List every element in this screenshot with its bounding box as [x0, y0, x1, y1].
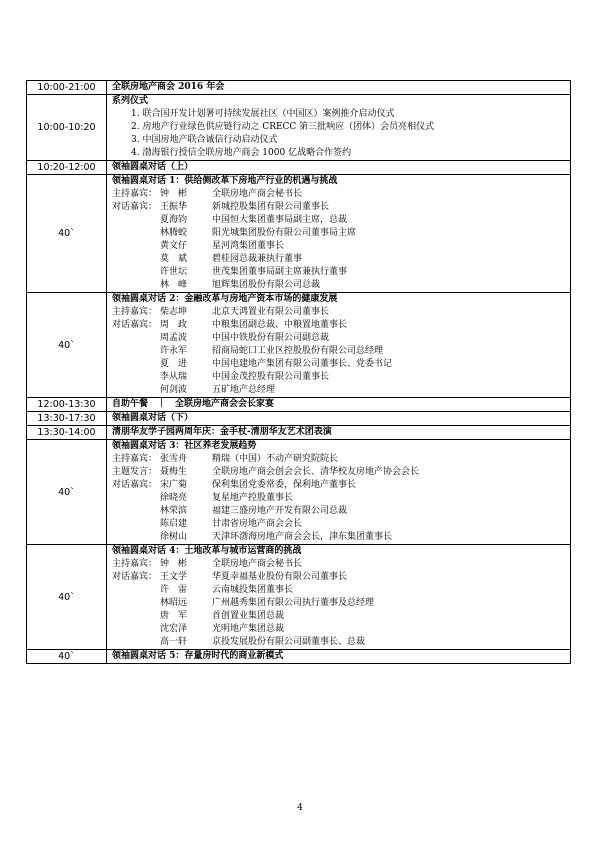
participant-role: 主持嘉宾： — [112, 454, 158, 464]
participant-line — [112, 188, 570, 201]
content-cell — [107, 95, 571, 161]
participant-name: 钟 彬 — [160, 189, 188, 199]
participant-title: 阳光城集团股份有限公司董事局主席 — [212, 228, 357, 238]
participant-title: 五矿地产总经理 — [212, 385, 276, 395]
schedule-row — [27, 81, 571, 95]
participant-title: 全联房地产商会秘书长 — [212, 189, 303, 199]
participant-name: 林 峰 — [160, 280, 188, 290]
time-cell: 40` — [27, 293, 107, 398]
participant-line — [112, 253, 570, 266]
participant-title: 中国恒大集团董事局副主席，总裁 — [212, 215, 348, 225]
participant-name: 张雪舟 — [160, 454, 188, 464]
participant-title: 福建三盛房地产开发有限公司总裁 — [212, 506, 348, 516]
session-title: 领袖圆桌对话 5：存量房时代的商业新模式 — [112, 651, 284, 661]
participant-title: 招商局蛇口工业区控股股份有限公司总经理 — [212, 346, 384, 356]
participant-title: 北京天鸿置业有限公司董事长 — [212, 307, 330, 317]
participant-name: 莫 斌 — [160, 254, 188, 264]
participant-line — [112, 266, 570, 279]
participant-name: 徐树山 — [160, 532, 188, 542]
participant-name: 林腾蛟 — [160, 228, 188, 238]
participant-name: 许世坛 — [160, 267, 188, 277]
participant-line — [112, 505, 570, 518]
time-cell: 13:30-17:30 — [27, 412, 107, 426]
time-cell: 40` — [27, 440, 107, 545]
participant-title: 中国中铁股份有限公司副总裁 — [212, 333, 330, 343]
participant-name: 徐晓亮 — [160, 493, 188, 503]
participant-title: 首创置业集团总裁 — [212, 611, 285, 621]
participant-line — [112, 531, 570, 544]
participant-line — [112, 558, 570, 571]
participant-line — [112, 279, 570, 292]
participant-line — [112, 597, 570, 610]
participant-title: 全联房地产商会创会会长、清华校友房地产协会会长 — [212, 467, 420, 477]
participant-title: 京投发展股份有限公司副董事长、总裁 — [212, 637, 366, 647]
participant-line — [112, 227, 570, 240]
ceremony-item: 4. 渤海银行授信全联房地产商会 1000 亿战略合作签约 — [131, 148, 352, 158]
participant-line — [112, 584, 570, 597]
participant-title: 旭辉集团股份有限公司总裁 — [212, 280, 321, 290]
participant-line — [112, 319, 570, 332]
session-title: 系列仪式 — [112, 96, 149, 106]
participant-name: 周孟波 — [160, 333, 188, 343]
participant-line — [112, 466, 570, 479]
participant-title: 中国金茂控股有限公司董事长 — [212, 372, 330, 382]
time-cell: 13:30-14:00 — [27, 426, 107, 440]
participant-title: 甘肃省房地产商会会长 — [212, 519, 303, 529]
schedule-row — [27, 650, 571, 664]
participant-title: 复星地产控股董事长 — [212, 493, 294, 503]
session-title: 自助午餐 ｜ 全联房地产商会会长家宴 — [112, 399, 275, 409]
participant-title: 碧桂园总裁兼执行董事 — [212, 254, 303, 264]
schedule-row — [27, 426, 571, 440]
participant-role: 对话嘉宾： — [112, 320, 158, 330]
session-title: 领袖圆桌对话（下） — [112, 413, 194, 423]
time-cell: 10:00-10:20 — [27, 95, 107, 161]
participant-line — [112, 610, 570, 623]
participant-name: 黄文仔 — [160, 241, 188, 251]
participant-name: 钟 彬 — [160, 559, 188, 569]
content-cell — [107, 412, 571, 426]
participant-line — [112, 518, 570, 531]
participant-title: 光明地产集团总裁 — [212, 624, 285, 634]
page-number: 4 — [297, 803, 303, 813]
participant-line — [112, 623, 570, 636]
participant-title: 保利集团党委常委，保利地产董事长 — [212, 480, 357, 490]
schedule-row — [27, 293, 571, 398]
time-cell: 40` — [27, 650, 107, 664]
participant-line — [112, 571, 570, 584]
participant-name: 夏 进 — [160, 359, 188, 369]
participant-name: 许永军 — [160, 346, 188, 356]
participant-name: 宋广菊 — [160, 480, 188, 490]
participant-title: 精瑞（中国）不动产研究院院长 — [212, 454, 339, 464]
session-title: 领袖圆桌对话 1：供给侧改革下房地产行业的机遇与挑战 — [112, 176, 338, 186]
participant-name: 夏海钧 — [160, 215, 188, 225]
participant-title: 云南城投集团董事长 — [212, 585, 294, 595]
session-title: 清朋华友学子园两周年庆：金手杖-清朋华友艺术团表演 — [112, 427, 332, 437]
participant-line — [112, 332, 570, 345]
participant-line — [112, 384, 570, 397]
participant-title: 世茂集团董事局副主席兼执行董事 — [212, 267, 348, 277]
participant-name: 柴志坤 — [160, 307, 188, 317]
participant-name: 沈宏泽 — [160, 624, 188, 634]
participant-role: 主题发言： — [112, 467, 158, 477]
participant-title: 华夏幸福基业股份有限公司董事长 — [212, 572, 348, 582]
participant-line — [112, 358, 570, 371]
participant-title: 星河湾集团董事长 — [212, 241, 285, 251]
time-cell: 40` — [27, 545, 107, 650]
participant-title: 天津环渤海房地产商会会长，津东集团董事长 — [212, 532, 393, 542]
schedule-row — [27, 440, 571, 545]
participant-name: 许 雷 — [160, 585, 188, 595]
content-cell — [107, 81, 571, 95]
content-cell — [107, 398, 571, 412]
participant-name: 王振华 — [160, 202, 188, 212]
participant-name: 陈启建 — [160, 519, 188, 529]
content-cell — [107, 161, 571, 175]
participant-name: 林昭远 — [160, 598, 188, 608]
schedule-row — [27, 175, 571, 293]
participant-role: 对话嘉宾： — [112, 480, 158, 490]
content-cell — [107, 426, 571, 440]
content-cell — [107, 440, 571, 545]
schedule-row — [27, 95, 571, 161]
participant-line — [112, 240, 570, 253]
participant-name: 周 政 — [160, 320, 188, 330]
session-title: 领袖圆桌对话 2：金融改革与房地产资本市场的健康发展 — [112, 294, 338, 304]
participant-name: 李从瑞 — [160, 372, 188, 382]
schedule-row — [27, 398, 571, 412]
participant-line — [112, 479, 570, 492]
ceremony-item: 3. 中国房地产联合诚信行动启动仪式 — [131, 135, 278, 145]
participant-name: 聂梅生 — [160, 467, 188, 477]
participant-line — [112, 214, 570, 227]
ceremony-item: 1. 联合国开发计划署可持续发展社区（中国区）案例推介启动仪式 — [131, 109, 395, 119]
session-title: 领袖圆桌对话（上） — [112, 162, 194, 172]
content-cell — [107, 175, 571, 293]
content-cell — [107, 293, 571, 398]
participant-role: 对话嘉宾： — [112, 202, 158, 212]
participant-line — [112, 306, 570, 319]
participant-role: 对话嘉宾： — [112, 572, 158, 582]
participant-role: 主持嘉宾： — [112, 189, 158, 199]
schedule-table — [26, 80, 571, 664]
participant-line — [112, 492, 570, 505]
participant-line — [112, 345, 570, 358]
participant-name: 唐 军 — [160, 611, 188, 621]
participant-name: 何剑波 — [160, 385, 188, 395]
participant-line — [112, 371, 570, 384]
participant-line — [112, 201, 570, 214]
participant-name: 王文学 — [160, 572, 188, 582]
session-title: 领袖圆桌对话 3：社区养老发展趋势 — [112, 441, 257, 451]
content-cell — [107, 650, 571, 664]
participant-title: 中国电建地产集团有限公司董事长、党委书记 — [212, 359, 393, 369]
schedule-row — [27, 545, 571, 650]
time-cell: 12:00-13:30 — [27, 398, 107, 412]
time-cell: 40` — [27, 175, 107, 293]
participant-role: 主持嘉宾： — [112, 307, 158, 317]
participant-title: 新城控股集团有限公司董事长 — [212, 202, 330, 212]
participant-title: 中粮集团副总裁、中粮置地董事长 — [212, 320, 348, 330]
schedule-row — [27, 412, 571, 426]
ceremony-item: 2. 房地产行业绿色供应链行动之 CRECC 第三批响应（团体）会员亮相仪式 — [131, 122, 435, 132]
participant-line — [112, 453, 570, 466]
participant-role: 主持嘉宾： — [112, 559, 158, 569]
session-title: 全联房地产商会 2016 年会 — [112, 82, 225, 92]
participant-name: 高一轩 — [160, 637, 188, 647]
session-title: 领袖圆桌对话 4：土地改革与城市运营商的挑战 — [112, 546, 302, 556]
participant-line — [112, 636, 570, 649]
schedule-row — [27, 161, 571, 175]
time-cell: 10:20-12:00 — [27, 161, 107, 175]
participant-title: 全联房地产商会秘书长 — [212, 559, 303, 569]
content-cell — [107, 545, 571, 650]
time-cell: 10:00-21:00 — [27, 81, 107, 95]
participant-title: 广州越秀集团有限公司执行董事及总经理 — [212, 598, 375, 608]
participant-name: 林荣滨 — [160, 506, 188, 516]
